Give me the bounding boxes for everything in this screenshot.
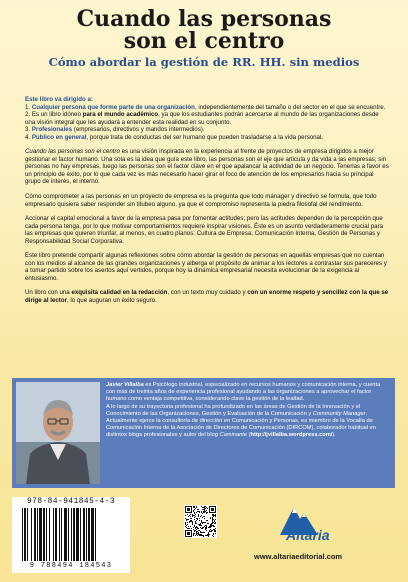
author-name: Javier Villalba (106, 382, 144, 388)
audience-heading: Este libro va dirigido a: (25, 96, 93, 103)
paragraph-intro: Cuando las personas son el centro es una visión inspirada en la experiencia al frente de proyectos de empresa dirigidos a mejor gestionar el factor humano. Una sola es la idea que guía este libro, las personas son el eje que articula y da vida a las empresas; sin personas no hay empresas, luego las personas son el factor clave en el que apalancar la actividad de un negocio. Tenerlas a favor es un principio de éxito, por lo que cada vez es más necesario hacer girar el foco de atención de los empresarios hacia su principal grupo de interés, el interno. (25, 148, 389, 186)
author-portrait-image (16, 382, 100, 484)
isbn-barcode (12, 497, 130, 573)
isbn-number: 978-84-941845-4-3 (26, 498, 116, 506)
book-title (0, 8, 408, 52)
author-box (12, 378, 395, 488)
paragraph-emotional-capital: Accionar el capital emocional a favor de la empresa pasa por fomentar actitudes; pero las actitudes dependen de la percepción que cada persona tenga, por lo que motivar comportamientos requiere inspirar visiones. Éste es un asunto verdaderamente crucial para las empresas que quieren triunfar, al menos, en cuatro planos: Cultura de Empresa, Comunicación Interna, Gestión de Personas y Responsabilidad Social Corporativa. (25, 215, 384, 245)
book-subtitle: Cómo abordar la gestión de RR. HH. sin medios (48, 55, 360, 69)
blog-link[interactable]: http://jvillalba.wordpress.com/ (250, 432, 333, 439)
isbn-digits: 9 788494 184543 (29, 562, 113, 570)
author-bio: Javier Villalba es Psicólogo industrial, especializado en recursos humanos y comunicación interna, y cuenta con más de treinta años de experiencia profesional ayudando a las organizaciones a aprovechar el factor humano como ventaja competitiva, considerando clave la gestión de la lealtad. A lo largo de su trayectoria profesional ha profundizado en las áreas de Gestión de la Innovación y el Conocimiento de las Organizaciones, Gestión y Evaluación de la Comunicación y Community Manager. Actualmente ejerce la consultoría de dirección en Comunicación y Personas, es miembro de la Vocalía de Comunicación Interna de la Asociación de Directores de Comunicación (DIRCOM), colaborador habitual en distintos blogs profesionales y autor del blog Caminante (http://jvillalba.wordpress.com/). (106, 382, 381, 439)
blurb (25, 96, 389, 312)
qr-code (184, 505, 217, 538)
paragraph-commitment: Cómo comprometer a las personas en un proyecto de empresa es la pregunta que todo mánager y directivo se formula, que todo empresario quisiera saber responder sin titubeo alguno, ya que el compromiso representa la piedra filosofal del rendimiento. (25, 193, 377, 208)
paragraph-praise: Un libro con una exquisita calidad en la redacción, con un texto muy cuidado y con un enorme respeto y sencillez con la que se dirige al lector, lo que auguran un éxito seguro. (25, 289, 389, 305)
book-title-line2: son el centro (123, 28, 285, 54)
book-title-line1: Cuando las personas (76, 6, 332, 32)
publisher-name: Altaria (286, 527, 330, 543)
publisher-website[interactable]: www.altariaeditorial.com (254, 552, 343, 561)
audience-section: Este libro va dirigido a: 1. Cualquier persona que forme parte de una organización, independientemente del tamaño o del sector en el que se encuentre. 2. Es un libro idóneo para el mundo académico, ya que los estudiantes podrán acercarse al mundo de las organizaciones desde una visión integral que les ayudará a entender esta realidad en su conjunto. 3. Profesionales (empresarios, directivos y mandos intermedios). 4. Público en general, porque trata de conductas del ser humano que pueden trasladarse a la vida personal. (25, 96, 386, 141)
author-photo (16, 382, 100, 484)
paragraph-purpose: Este libro pretende compartir algunas reflexiones sobre cómo abordar la gestión de personas en aquellas empresas que no cuentan con los medios al alcance de las grandes organizaciones y alberga el propósito de animar a los lectores a contrastar sus pareceres y a tomar partido sobre los asertos aquí vertidos, porque hoy la dinámica empresarial necesita evolucionar de la exigencia al entusiasmo. (25, 252, 387, 282)
